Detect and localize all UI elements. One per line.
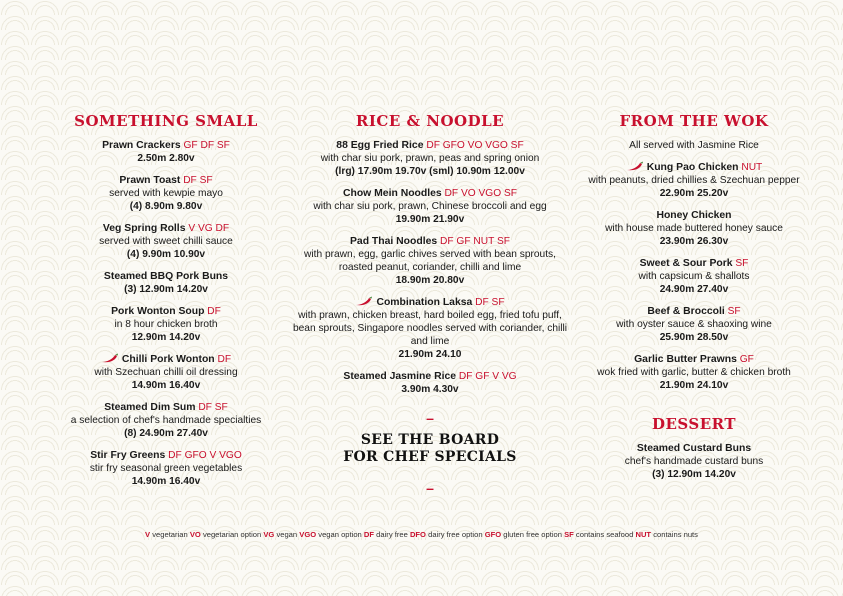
legend-text: dairy free option: [428, 530, 483, 539]
menu-item: [564, 257, 824, 296]
item-price: 14.90m 16.40v: [131, 476, 201, 487]
item-title-line: [292, 139, 568, 152]
menu-item: [292, 370, 568, 396]
dietary-tags: GF: [739, 354, 754, 365]
item-title-line: [292, 187, 568, 200]
item-price: (3) 12.90m 14.20v: [652, 469, 736, 480]
legend-key: SF: [564, 530, 574, 539]
item-title-line: [292, 296, 568, 309]
chili-pepper-icon: [355, 296, 373, 306]
section-intro: All served with Jasmine Rice: [629, 140, 759, 151]
item-name: 88 Egg Fried Rice: [336, 140, 424, 151]
item-name: Prawn Toast: [119, 175, 181, 186]
chili-pepper-icon: [101, 353, 119, 363]
item-title-line: [564, 209, 824, 222]
item-price: 24.90m 27.40v: [659, 284, 729, 295]
menu-item: [36, 449, 296, 488]
item-description: with char siu pork, prawn, Chinese broccoli and egg: [313, 201, 547, 212]
section-heading: SOMETHING SMALL: [74, 112, 258, 130]
legend-text: contains seafood: [575, 530, 634, 539]
item-description: stir fry seasonal green vegetables: [89, 463, 243, 474]
item-name: Steamed Custard Buns: [636, 443, 752, 454]
item-price: (3) 12.90m 14.20v: [124, 284, 208, 295]
menu-item: [564, 305, 824, 344]
dietary-tags: SF: [735, 258, 749, 269]
item-price: (4) 8.90m 9.80v: [129, 201, 203, 212]
divider-dash: –: [426, 410, 434, 426]
board-line-1: SEE THE BOARD: [360, 432, 500, 448]
dietary-tags: NUT: [741, 162, 763, 173]
item-price: 21.90m 24.10v: [659, 380, 729, 391]
legend-text: vegetarian: [152, 530, 188, 539]
item-price: 18.90m 20.80v: [395, 275, 465, 286]
item-price: 22.90m 25.20v: [659, 188, 729, 199]
item-name: Steamed Dim Sum: [104, 402, 196, 413]
menu-item: [36, 222, 296, 261]
item-title-line: [36, 270, 296, 283]
legend-text: vegan option: [318, 530, 362, 539]
divider-dash: –: [426, 480, 434, 496]
legend-text: contains nuts: [653, 530, 698, 539]
menu-item: [36, 270, 296, 296]
legend-key: VGO: [299, 530, 317, 539]
item-title-line: [564, 353, 824, 366]
chef-specials-notice: [292, 432, 568, 466]
dietary-tags: SF: [727, 306, 741, 317]
dietary-tags: DF VO VGO SF: [444, 188, 517, 199]
item-name: Combination Laksa: [376, 297, 473, 308]
item-name: Steamed BBQ Pork Buns: [103, 271, 229, 282]
menu-item: [36, 353, 296, 392]
item-title-line: [564, 305, 824, 318]
item-description: with prawn, egg, garlic chives served with bean sprouts, roasted peanut, coriander, chilli and lime: [304, 249, 556, 273]
dietary-tags: DF: [207, 306, 221, 317]
item-description: with peanuts, dried chillies & Szechuan pepper: [588, 175, 800, 186]
item-title-line: [36, 305, 296, 318]
item-price: 12.90m 14.20v: [131, 332, 201, 343]
item-title-line: [36, 222, 296, 235]
item-price: (lrg) 17.90m 19.70v (sml) 10.90m 12.00v: [335, 166, 525, 177]
section-heading: FROM THE WOK: [619, 112, 769, 130]
item-description: with oyster sauce & shaoxing wine: [616, 319, 772, 330]
menu-sheet: [16, 16, 827, 580]
item-description: a selection of chef's handmade specialties: [70, 415, 262, 426]
item-name: Chilli Pork Wonton: [121, 354, 215, 365]
item-name: Sweet & Sour Pork: [639, 258, 733, 269]
item-price: 2.50m 2.80v: [137, 153, 195, 164]
item-title-line: [36, 401, 296, 414]
dietary-tags: DF GF NUT SF: [440, 236, 511, 247]
item-price: 19.90m 21.90v: [395, 214, 465, 225]
item-description: with house made buttered honey sauce: [605, 223, 783, 234]
item-name: Garlic Butter Prawns: [634, 354, 737, 365]
menu-item: [36, 305, 296, 344]
item-description: in 8 hour chicken broth: [114, 319, 218, 330]
item-title-line: [564, 257, 824, 270]
item-title-line: [292, 235, 568, 248]
item-name: Pork Wonton Soup: [111, 306, 205, 317]
item-description: served with sweet chilli sauce: [99, 236, 233, 247]
item-name: Stir Fry Greens: [90, 450, 166, 461]
item-title-line: [36, 353, 296, 366]
item-description: chef's handmade custard buns: [624, 456, 764, 467]
legend-text: vegetarian option: [202, 530, 262, 539]
menu-item: [564, 353, 824, 392]
item-title-line: [292, 370, 568, 383]
menu-item: [564, 442, 824, 481]
dietary-tags: DF GFO V VGO: [168, 450, 242, 461]
item-description: with capsicum & shallots: [638, 271, 750, 282]
item-name: Pad Thai Noodles: [349, 236, 438, 247]
legend-key: NUT: [635, 530, 652, 539]
something-small-column: [36, 112, 296, 497]
menu-item: [292, 139, 568, 178]
menu-item: [36, 401, 296, 440]
rice-noodle-column: [292, 112, 568, 502]
item-name: Beef & Broccoli: [647, 306, 725, 317]
legend-key: DF: [363, 530, 375, 539]
dietary-tags: DF GFO VO VGO SF: [426, 140, 524, 151]
item-description: wok fried with garlic, butter & chicken broth: [597, 367, 791, 378]
menu-item: [564, 161, 824, 200]
dessert-heading: DESSERT: [651, 415, 737, 433]
legend-key: GFO: [484, 530, 502, 539]
item-price: 25.90m 28.50v: [659, 332, 729, 343]
dietary-tags: DF SF: [475, 297, 505, 308]
item-title-line: [36, 174, 296, 187]
item-description: with Szechuan chilli oil dressing: [94, 367, 238, 378]
section-heading: RICE & NOODLE: [355, 112, 505, 130]
legend-key: DFO: [409, 530, 426, 539]
item-name: Veg Spring Rolls: [102, 223, 186, 234]
dietary-tags: GF DF SF: [183, 140, 230, 151]
item-name: Honey Chicken: [656, 210, 732, 221]
item-name: Steamed Jasmine Rice: [343, 371, 457, 382]
item-title-line: [564, 442, 824, 455]
item-title-line: [36, 449, 296, 462]
legend-key: V: [145, 530, 151, 539]
item-name: Prawn Crackers: [102, 140, 181, 151]
menu-item: [292, 235, 568, 287]
legend-text: gluten free option: [503, 530, 562, 539]
legend-key: VG: [263, 530, 275, 539]
item-title-line: [36, 139, 296, 152]
dietary-tags: DF: [217, 354, 232, 365]
legend-text: dairy free: [376, 530, 408, 539]
dietary-tags: V VG DF: [188, 223, 230, 234]
menu-item: [36, 139, 296, 165]
item-description: with prawn, chicken breast, hard boiled egg, fried tofu puff, bean sprouts, Singapore noodles served with coriander, chilli and lime: [292, 310, 568, 347]
legend-text: vegan: [276, 530, 298, 539]
dietary-legend: [16, 530, 827, 539]
item-price: 3.90m 4.30v: [401, 384, 459, 395]
item-title-line: [564, 161, 824, 174]
menu-item: [564, 209, 824, 248]
item-price: (8) 24.90m 27.40v: [124, 428, 208, 439]
dietary-tags: DF SF: [198, 402, 228, 413]
from-the-wok-column: [564, 112, 824, 490]
dietary-tags: DF SF: [183, 175, 213, 186]
menu-item: [292, 187, 568, 226]
dietary-tags: DF GF V VG: [458, 371, 517, 382]
item-name: Kung Pao Chicken: [646, 162, 739, 173]
legend-key: VO: [189, 530, 201, 539]
menu-item: [292, 296, 568, 361]
item-price: (4) 9.90m 10.90v: [126, 249, 206, 260]
item-name: Chow Mein Noodles: [342, 188, 442, 199]
board-line-2: FOR CHEF SPECIALS: [343, 449, 517, 465]
menu-item: [36, 174, 296, 213]
item-price: 14.90m 16.40v: [131, 380, 201, 391]
item-price: 21.90m 24.10: [398, 349, 462, 360]
item-description: served with kewpie mayo: [109, 188, 223, 199]
item-description: with char siu pork, prawn, peas and spring onion: [320, 153, 540, 164]
chili-pepper-icon: [626, 161, 644, 171]
item-price: 23.90m 26.30v: [659, 236, 729, 247]
